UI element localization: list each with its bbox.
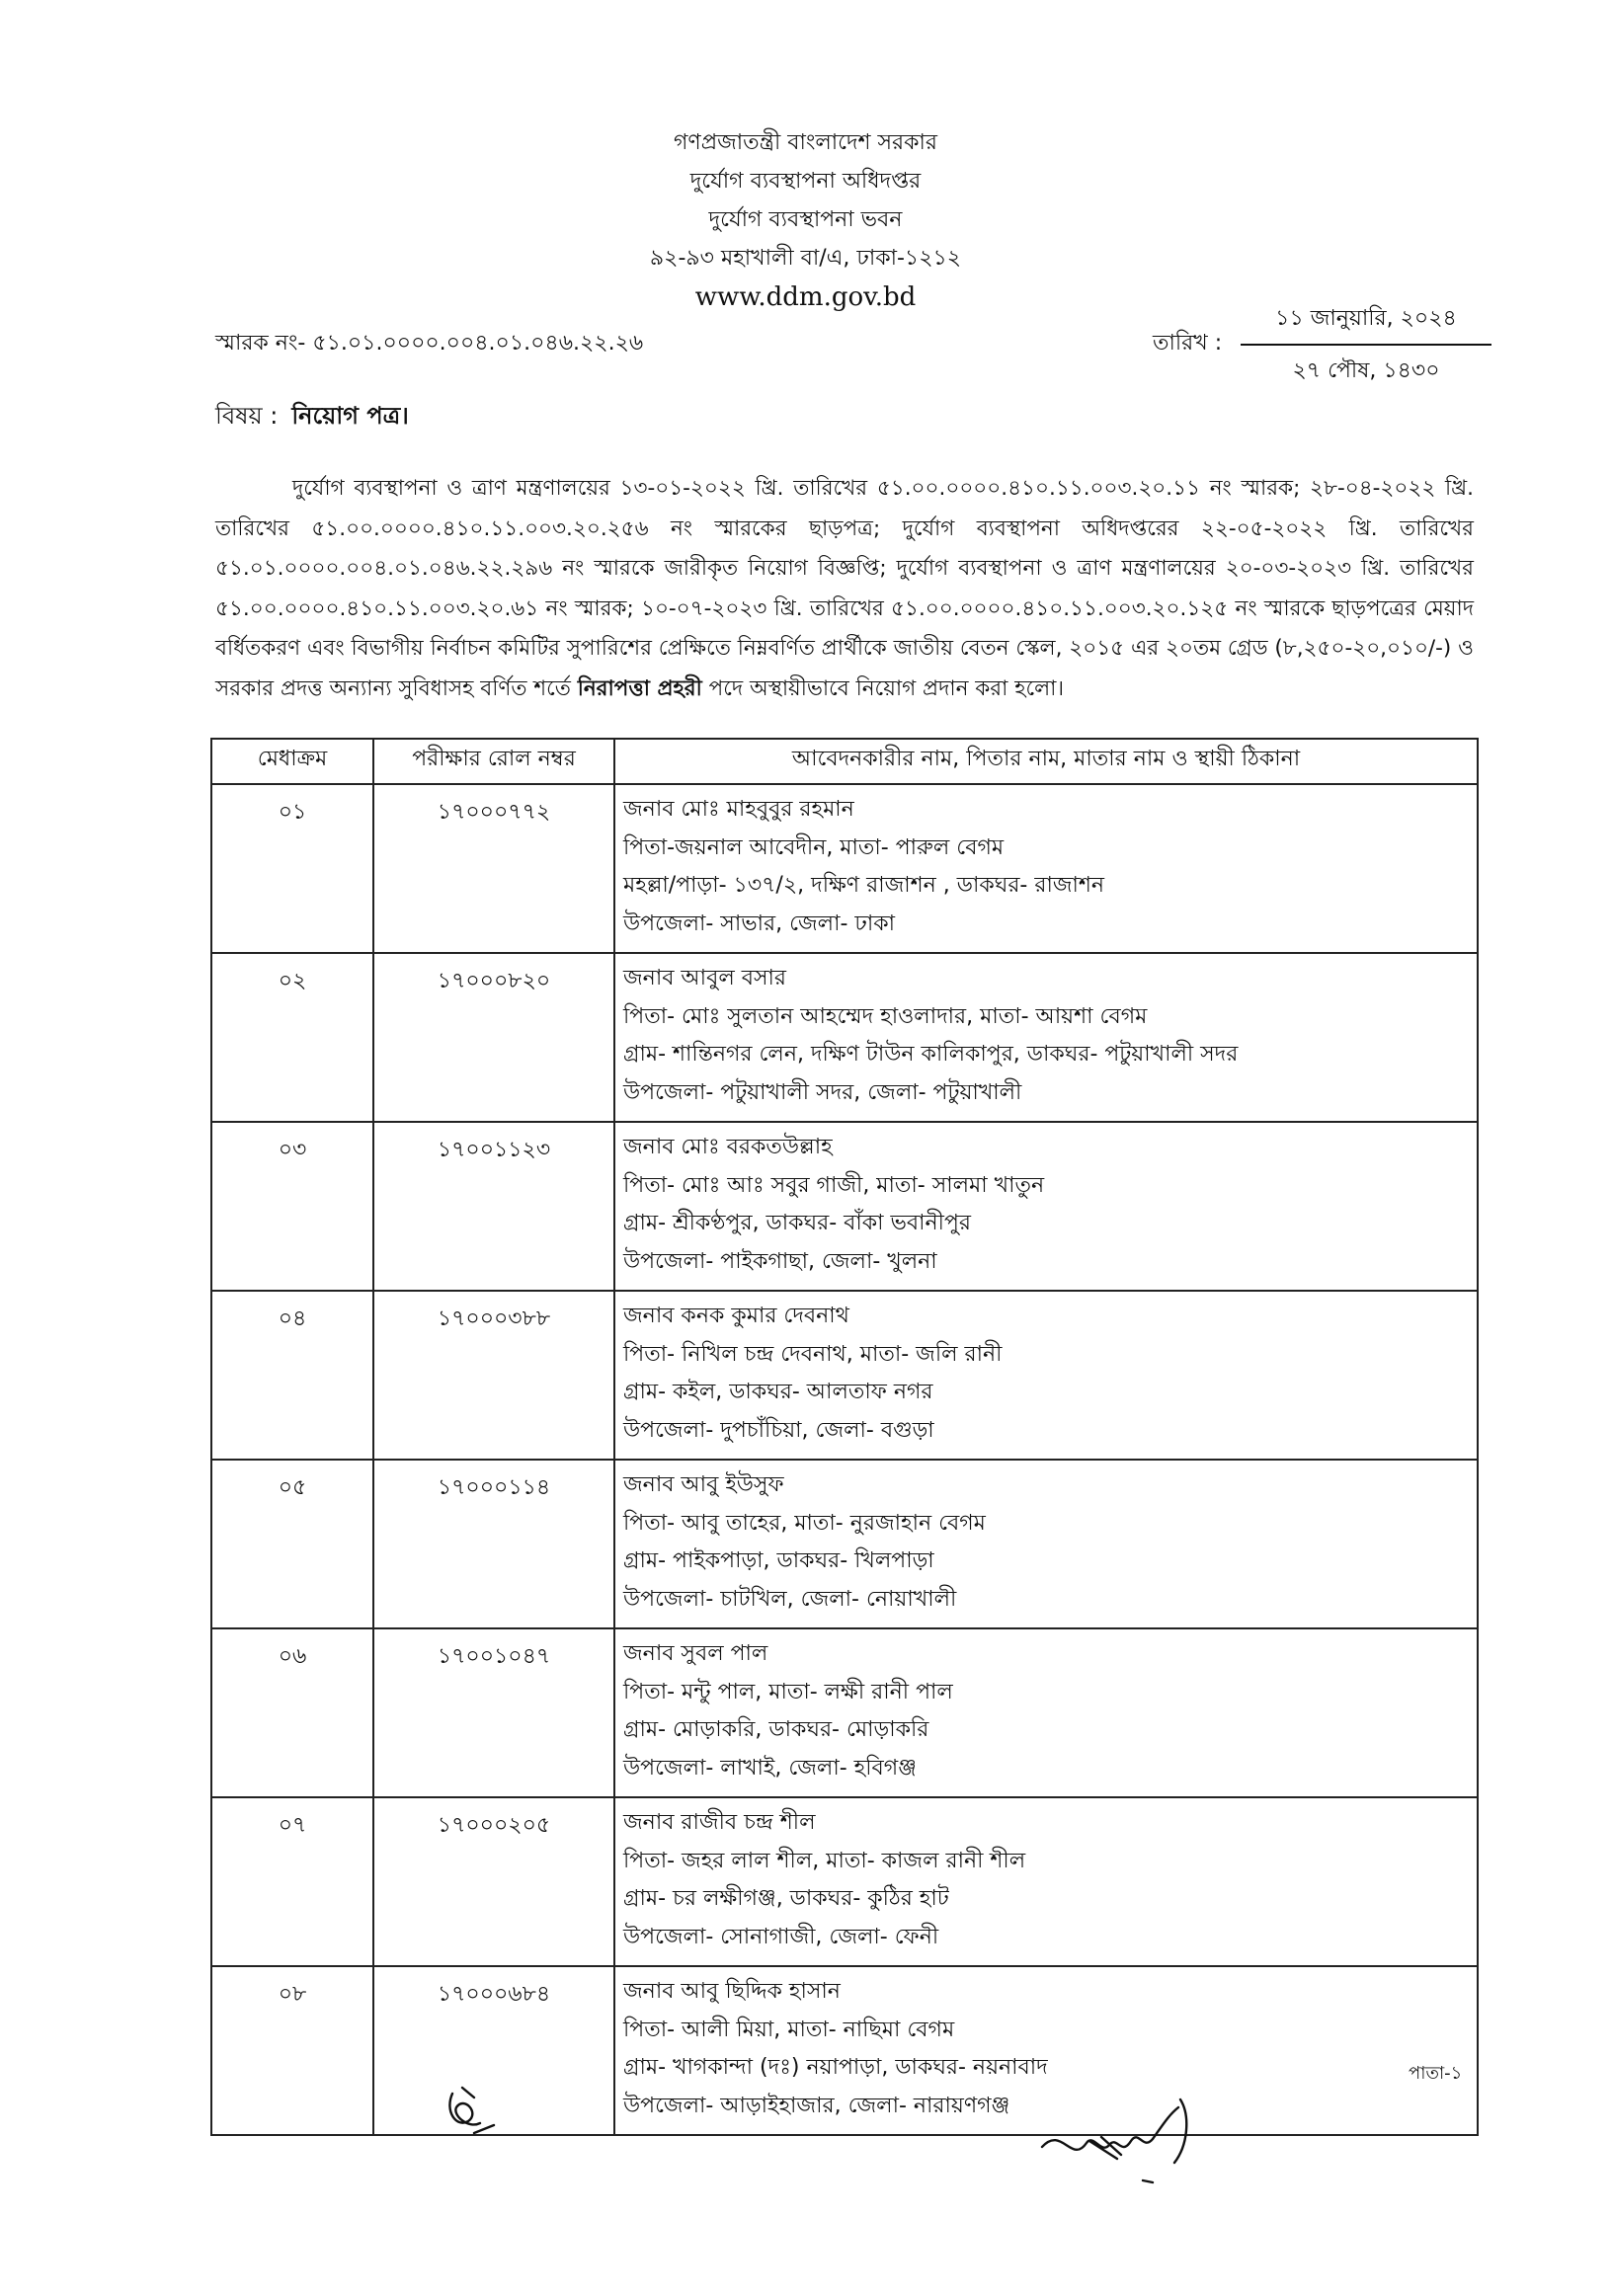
details-cell [614,784,1478,953]
merit-cell: ০৫ [211,1460,373,1628]
subject-line [215,398,409,437]
table-row [211,1966,1478,2135]
candidate-parents: পিতা- মোঃ আঃ সবুর গাজী, মাতা- সালমা খাতুন [623,1172,1045,1198]
table-row [211,1460,1478,1628]
details-cell [614,1460,1478,1628]
candidate-table [210,738,1479,2136]
roll-cell: ১৭০০১০৪৭ [373,1628,614,1797]
candidate-address: গ্রাম- খাগকান্দা (দঃ) নয়াপাড়া, ডাকঘর- নয়নাবাদ [623,2055,1048,2080]
candidate-address: গ্রাম- কইল, ডাকঘর- আলতাফ নগর [623,1380,933,1404]
candidate-address: গ্রাম- পাইকপাড়া, ডাকঘর- খিলপাড়া [623,1548,934,1573]
candidate-name: জনাব রাজীব চন্দ্র শীল [623,1810,816,1835]
date-gregorian: ১১ জানুয়ারি, ২০২৪ [1241,301,1491,346]
roll-cell: ১৭০০০৮২০ [373,953,614,1122]
candidate-district: উপজেলা- পটুয়াখালী সদর, জেলা- পটুয়াখালী [623,1079,1022,1105]
candidate-name: জনাব আবুল বসার [623,966,786,990]
table-row [211,784,1478,953]
candidate-parents: পিতা- জহর লাল শীল, মাতা- কাজল রানী শীল [623,1848,1026,1873]
candidate-address: গ্রাম- চর লক্ষীগঞ্জ, ডাকঘর- কুঠির হাট [623,1886,949,1911]
candidate-address: গ্রাম- মোড়াকরি, ডাকঘর- মোড়াকরি [623,1717,929,1742]
page-number: পাতা-১ [1409,2063,1463,2084]
header-department: দুর্যোগ ব্যবস্থাপনা অধিদপ্তর [689,169,922,194]
candidate-name: জনাব মোঃ মাহবুবুর রহমান [623,797,854,822]
roll-cell: ১৭০০০৭৭২ [373,784,614,953]
merit-cell: ০১ [211,784,373,953]
roll-cell: ১৭০০০২০৫ [373,1797,614,1966]
signature-icon [1032,2086,1210,2198]
candidate-address: মহল্লা/পাড়া- ১৩৭/২, দক্ষিণ রাজাশন , ডাকঘর- রাজাশন [623,873,1105,898]
body-paragraph [215,469,1474,709]
candidate-district: উপজেলা- পাইকগাছা, জেলা- খুলনা [623,1248,937,1274]
table-header-row [211,739,1478,784]
candidate-parents: পিতা- মোঃ সুলতান আহম্মেদ হাওলাদার, মাতা- আয়শা বেগম [623,1003,1148,1029]
header-roll: পরীক্ষার রোল নম্বর [373,739,614,784]
merit-cell: ০৩ [211,1122,373,1291]
candidate-parents: পিতা- মন্টু পাল, মাতা- লক্ষী রানী পাল [623,1679,953,1704]
date-bangla: ২৭ পৌষ, ১৪৩০ [1292,358,1440,383]
candidate-parents: পিতা- আবু তাহের, মাতা- নুরজাহান বেগম [623,1510,986,1536]
details-cell [614,1291,1478,1460]
merit-cell: ০৭ [211,1797,373,1966]
merit-cell: ০৬ [211,1628,373,1797]
table-row [211,1797,1478,1966]
body-text-before: দুর্যোগ ব্যবস্থাপনা ও ত্রাণ মন্ত্রণালয়ের ১৩-০১-২০২২ খ্রি. তারিখের ৫১.০০.০০০০.৪১০.১১.০০৩.২০.১১ নং স্মারক; ২৮-০৪-২০২২ খ্রি. তারিখের ৫১.০০.০০০০.৪১০.১১.০০৩.২০.২৫৬ নং স্মারকের ছাড়পত্র; দুর্যোগ ব্যবস্থাপনা অধিদপ্তরের ২২-০৫-২০২২ খ্রি. তারিখের ৫১.০১.০০০০.০০৪.০১.০৪৬.২২.২৯৬ নং স্মারকে জারীকৃত নিয়োগ বিজ্ঞপ্তি; দুর্যোগ ব্যবস্থাপনা ও ত্রাণ মন্ত্রণালয়ের ২০-০৩-২০২৩ খ্রি. তারিখের ৫১.০০.০০০০.৪১০.১১.০০৩.২০.৬১ নং স্মারক; ১০-০৭-২০২৩ খ্রি. তারিখের ৫১.০০.০০০০.৪১০.১১.০০৩.২০.১২৫ নং স্মারকে ছাড়পত্রের মেয়াদ বর্ধিতকরণ এবং বিভাগীয় নির্বাচন কমিটির সুপারিশের প্রেক্ষিতে নিম্নবর্ণিত প্রার্থীকে জাতীয় বেতন স্কেল, ২০১৫ এর ২০তম গ্রেড (৮,২৫০-২০,০১০/-) ও সরকার প্রদত্ত অন্যান্য সুবিধাসহ বর্ণিত শর্তে [215,476,1474,701]
date-block [1241,301,1491,390]
memo-number: স্মারক নং- ৫১.০১.০০০০.০০৪.০১.০৪৬.২২.২৬ [215,331,644,356]
candidate-name: জনাব সুবল পাল [623,1641,768,1666]
post-name: নিরাপত্তা প্রহরী [577,675,702,701]
body-text-after: পদে অস্থায়ীভাবে নিয়োগ প্রদান করা হলো। [708,675,1065,701]
candidate-district: উপজেলা- সাভার, জেলা- ঢাকা [623,910,895,936]
merit-cell: ০৪ [211,1291,373,1460]
candidate-name: জনাব মোঃ বরকতউল্লাহ [623,1135,833,1159]
roll-cell: ১৭০০০৬৮৪ [373,1966,614,2135]
date-label: তারিখ : [1153,331,1223,356]
table-row [211,1122,1478,1291]
candidate-name: জনাব কনক কুমার দেবনাথ [623,1304,849,1328]
table-row [211,953,1478,1122]
candidate-district: উপজেলা- দুপচাঁচিয়া, জেলা- বগুড়া [623,1417,934,1443]
details-cell [614,1628,1478,1797]
roll-cell: ১৭০০০৩৮৮ [373,1291,614,1460]
details-cell [614,1122,1478,1291]
candidate-district: উপজেলা- আড়াইহাজার, জেলা- নারায়ণগঞ্জ [623,2093,1010,2118]
header-address: ৯২-৯৩ মহাখালী বা/এ, ঢাকা-১২১২ [649,246,962,271]
roll-cell: ১৭০০০১১৪ [373,1460,614,1628]
candidate-district: উপজেলা- চাটখিল, জেলা- নোয়াখালী [623,1586,957,1612]
letterhead [0,123,1611,317]
candidate-address: গ্রাম- শান্তিনগর লেন, দক্ষিণ টাউন কালিকাপুর, ডাকঘর- পটুয়াখালী সদর [623,1042,1239,1067]
candidate-parents: পিতা- আলী মিয়া, মাতা- নাছিমা বেগম [623,2017,955,2042]
table-row [211,1291,1478,1460]
candidate-district: উপজেলা- সোনাগাজী, জেলা- ফেনী [623,1924,939,1949]
candidate-name: জনাব আবু ছিদ্দিক হাসান [623,1979,841,2004]
subject-value: নিয়োগ পত্র। [291,402,409,430]
candidate-address: গ্রাম- শ্রীকণ্ঠপুর, ডাকঘর- বাঁকা ভবানীপুর [623,1211,972,1235]
merit-cell: ০২ [211,953,373,1122]
header-details: আবেদনকারীর নাম, পিতার নাম, মাতার নাম ও স্থায়ী ঠিকানা [614,739,1478,784]
header-merit: মেধাক্রম [211,739,373,784]
initials-signature-icon [435,2074,514,2157]
header-building: দুর্যোগ ব্যবস্থাপনা ভবন [708,207,903,232]
header-government: গণপ্রজাতন্ত্রী বাংলাদেশ সরকার [673,130,938,155]
candidate-district: উপজেলা- লাখাই, জেলা- হবিগঞ্জ [623,1755,917,1781]
candidate-parents: পিতা-জয়নাল আবেদীন, মাতা- পারুল বেগম [623,834,1005,860]
candidate-name: জনাব আবু ইউসুফ [623,1472,784,1497]
details-cell [614,1797,1478,1966]
details-cell [614,953,1478,1122]
roll-cell: ১৭০০১১২৩ [373,1122,614,1291]
subject-label: বিষয় : [215,402,279,430]
merit-cell: ০৮ [211,1966,373,2135]
header-website: www.ddm.gov.bd [694,282,917,312]
table-row [211,1628,1478,1797]
candidate-parents: পিতা- নিখিল চন্দ্র দেবনাথ, মাতা- জলি রানী [623,1341,1003,1367]
